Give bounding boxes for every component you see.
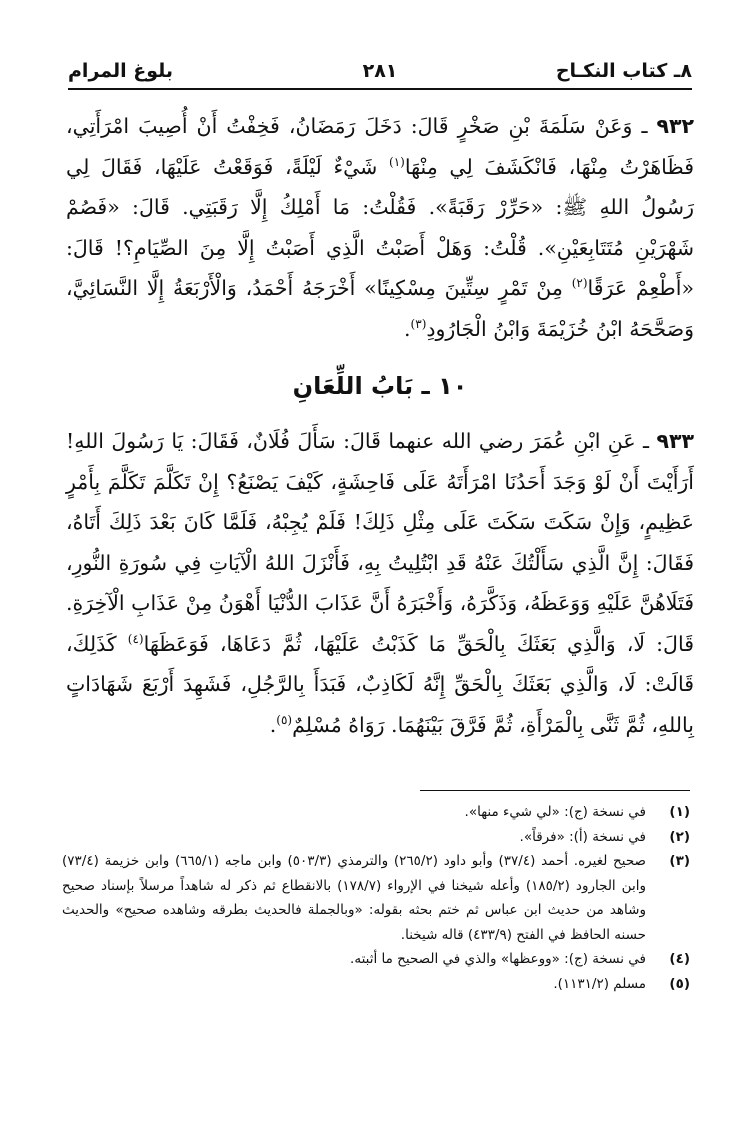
footnotes bbox=[62, 800, 690, 996]
footnote-text: في نسخة (ج): «لي شيء منها». bbox=[464, 804, 646, 820]
footnote-number: (٣) bbox=[669, 853, 690, 869]
footnote-marker: (١) bbox=[389, 154, 405, 169]
book-title: بلوغ المرام bbox=[68, 60, 174, 82]
footnote-number: (٤) bbox=[669, 951, 690, 967]
chapter-title: ٨ـ كتاب النكـاح bbox=[555, 60, 692, 82]
hadith-text: . bbox=[404, 316, 411, 341]
footnote-text: في نسخة (أ): «فرقاً». bbox=[519, 828, 646, 845]
main-text bbox=[66, 106, 694, 745]
footnote-text: في نسخة (ج): «ووعظها» والذي في الصحيح ما أثبته. bbox=[350, 951, 646, 967]
running-header bbox=[68, 58, 692, 90]
footnote-item bbox=[62, 972, 690, 997]
page-number: ٢٨١ bbox=[362, 60, 398, 82]
footnote-marker: (٣) bbox=[410, 316, 427, 331]
hadith-932 bbox=[66, 106, 694, 349]
hadith-text: ـ عَنِ ابْنِ عُمَرَ رضي الله عنهما قَالَ: سَأَلَ فُلَانٌ، فَقَالَ: يَا رَسُولَ اللهِ! أَرَأَيْتَ أَنْ لَوْ وَجَدَ أَحَدُنَا امْرَأَتَهُ عَلَى فَاحِشَةٍ، كَيْفَ يَصْنَعُ؟ إِنْ تَكَلَّمَ تَكَلَّمَ بِأَمْرٍ عَظِيمٍ، وَإِنْ سَكَتَ سَكَتَ عَلَى مِثْلِ ذَلِكَ! فَلَمْ يُجِبْهُ، فَلَمَّا كَانَ بَعْدَ ذَلِكَ أَتَاهُ، فَقَالَ: إِنَّ الَّذِي سَأَلْتُكَ عَنْهُ قَدِ ابْتُلِيتُ بِهِ، فَأَنْزَلَ اللهُ الْآيَاتِ فِي سُورَةِ النُّورِ، فَتَلَاهُنَّ عَلَيْهِ وَوَعَظَهُ، وَذَكَّرَهُ، وَأَخْبَرَهُ أَنَّ عَذَابَ الدُّنْيَا أَهْوَنُ مِنْ عَذَابِ الْآخِرَةِ. قَالَ: لَا، وَالَّذِي بَعَثَكَ بِالْحَقِّ مَا كَذَبْتُ عَلَيْهَا، ثُمَّ دَعَاهَا، فَوَعَظَهَا bbox=[66, 429, 694, 656]
footnote-item bbox=[62, 947, 690, 972]
footnote-text: صحيح لغيره. أحمد (٣٧/٤) وأبو داود (٢٦٥/٢) والترمذي (٥٠٣/٣) وابن ماجه (٦٦٥/١) وابن خزيمة (٧٣/٤) وابن الجارود (١٨٥/٢) وأعله شيخنا في الإرواء (١٧٨/٧) بالانقطاع ثم ذكر له شاهداً مرسلاً بإسناد صحيح وشاهد من حديث ابن عباس ثم ختم بحثه بقوله: «وبالجملة فالحديث بطرقه وشاهده صحيح» والحديث حسنه الحافظ في الفتح (٤٣٣/٩) قاله شيخنا. bbox=[62, 853, 647, 943]
hadith-text: . bbox=[269, 712, 277, 737]
footnote-marker: (٥) bbox=[276, 712, 293, 727]
footnote-divider bbox=[420, 790, 690, 791]
footnote-marker: (٤) bbox=[127, 631, 144, 646]
hadith-number: ٩٣٢ bbox=[656, 114, 694, 138]
footnote-text: مسلم (١١٣١/٢). bbox=[553, 975, 646, 992]
hadith-text: كَذَلِكَ، قَالَتْ: لَا، وَالَّذِي بَعَثَكَ بِالْحَقِّ إِنَّهُ لَكَاذِبٌ، فَبَدَأَ بِالرَّجُلِ، فَشَهِدَ أَرْبَعَ شَهَادَاتٍ بِاللهِ، ثُمَّ ثَنَّى بِالْمَرْأَةِ، ثُمَّ فَرَّقَ بَيْنَهُمَا. رَوَاهُ مُسْلِمٌ bbox=[66, 631, 694, 737]
hadith-number: ٩٣٣ bbox=[656, 429, 694, 453]
chapter-heading: ١٠ ـ بَابُ اللِّعَانِ bbox=[292, 372, 468, 400]
hadith-933 bbox=[66, 421, 694, 745]
footnote-item bbox=[62, 825, 690, 850]
footnote-marker: (٢) bbox=[571, 276, 588, 291]
footnote-number: (٢) bbox=[669, 828, 690, 845]
hadith-text: شَيْءٌ لَيْلَةً، فَوَقَعْتُ عَلَيْهَا، فَقَالَ لِي رَسُولُ اللهِ ﷺ: «حَرِّرْ رَقَبَةً». فَقُلْتُ: مَا أَمْلِكُ إِلَّا رَقَبَتِي. قَالَ: «فَصُمْ شَهْرَيْنِ مُتَتَابِعَيْنِ». قُلْتُ: وَهَلْ أَصَبْتُ الَّذِي أَصَبْتُ إِلَّا مِنَ الصِّيَامِ؟! قَالَ: «أَطْعِمْ عَرَقًا bbox=[66, 154, 694, 300]
footnote-item bbox=[62, 800, 690, 825]
hadith-text: مِنْ تَمْرٍ سِتِّينَ مِسْكِينًا» أَخْرَجَهُ أَحْمَدُ، وَالْأَرْبَعَةُ إِلَّا النَّسَائِيَّ، وَصَحَّحَهُ ابْنُ خُزَيْمَةَ وَابْنُ الْجَارُودِ bbox=[66, 276, 694, 341]
hadith-text: ـ وَعَنْ سَلَمَةَ بْنِ صَخْرٍ قَالَ: دَخَلَ رَمَضَانُ، فَخِفْتُ أَنْ أُصِيبَ امْرَأَتِي، فَظَاهَرْتُ مِنْهَا، فَانْكَشَفَ لِي مِنْهَا bbox=[66, 114, 694, 179]
footnote-number: (٥) bbox=[669, 975, 690, 992]
footnote-item bbox=[62, 849, 690, 947]
footnote-number: (١) bbox=[669, 804, 690, 820]
